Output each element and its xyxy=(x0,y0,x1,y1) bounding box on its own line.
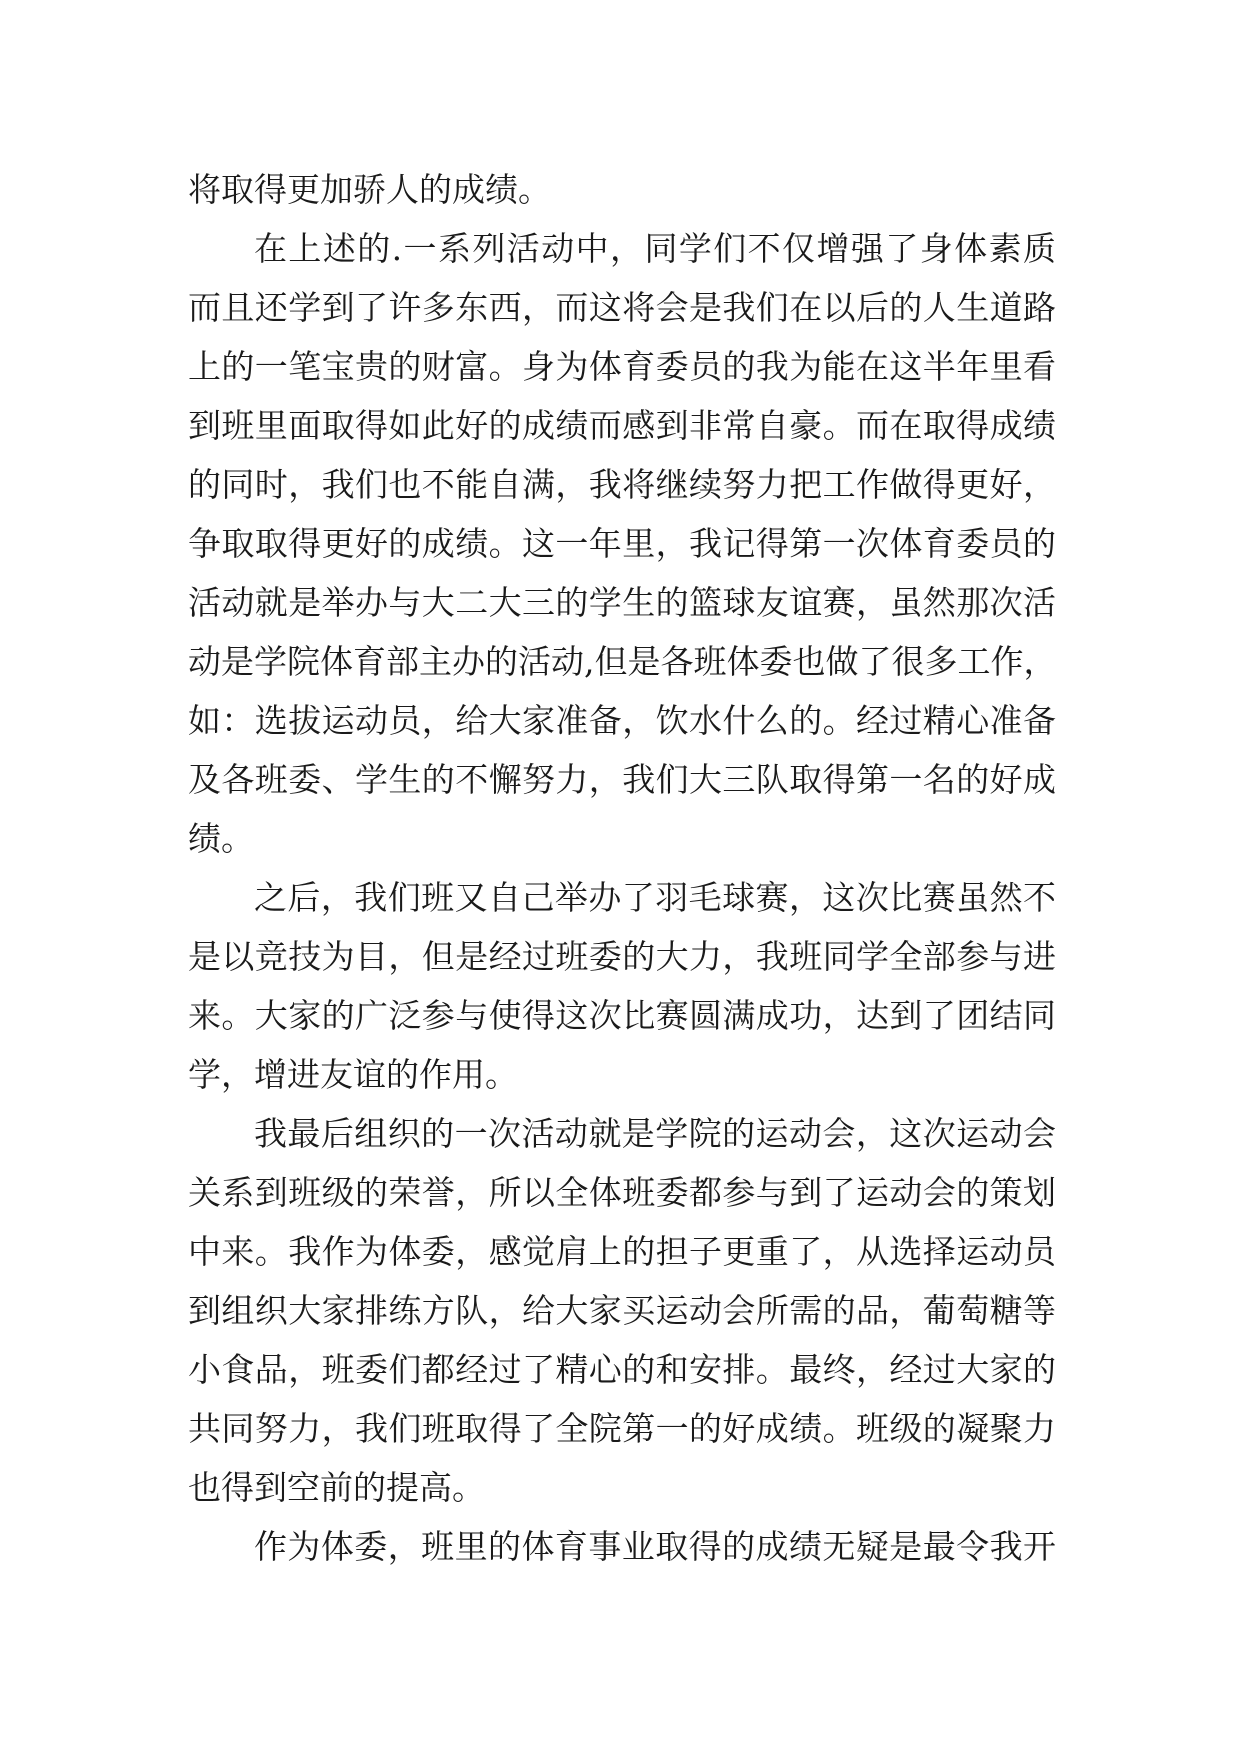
text-line: 绩。 xyxy=(188,819,254,858)
text-line: 将取得更加骄人的成绩。 xyxy=(188,170,551,209)
paragraph-first-line: 我最后组织的一次活动就是学院的运动会，这次运动会 xyxy=(254,1114,1056,1153)
text-line: 上的一笔宝贵的财富。身为体育委员的我为能在这半年里看 xyxy=(188,347,1056,386)
text-line: 中来。我作为体委，感觉肩上的担子更重了，从选择运动员 xyxy=(188,1232,1056,1271)
text-line: 也得到空前的提高。 xyxy=(188,1468,485,1507)
text-line: 到班里面取得如此好的成绩而感到非常自豪。而在取得成绩 xyxy=(188,406,1056,445)
text-line: 动是学院体育部主办的活动,但是各班体委也做了很多工作， xyxy=(188,642,1056,681)
text-line: 的同时，我们也不能自满，我将继续努力把工作做得更好， xyxy=(188,465,1056,504)
text-line: 活动就是举办与大二大三的学生的篮球友谊赛，虽然那次活 xyxy=(188,583,1056,622)
text-line: 是以竞技为目，但是经过班委的大力，我班同学全部参与进 xyxy=(188,937,1056,976)
text-line: 小食品，班委们都经过了精心的和安排。最终，经过大家的 xyxy=(188,1350,1056,1389)
paragraph-first-line: 作为体委，班里的体育事业取得的成绩无疑是最令我开 xyxy=(254,1527,1056,1566)
paragraph-first-line: 之后，我们班又自己举办了羽毛球赛，这次比赛虽然不 xyxy=(254,878,1056,917)
paragraph-first-line: 在上述的.一系列活动中，同学们不仅增强了身体素质 xyxy=(254,229,1056,268)
text-line: 而且还学到了许多东西，而这将会是我们在以后的人生道路 xyxy=(188,288,1056,327)
text-line: 到组织大家排练方队，给大家买运动会所需的品，葡萄糖等 xyxy=(188,1291,1056,1330)
text-line: 关系到班级的荣誉，所以全体班委都参与到了运动会的策划 xyxy=(188,1173,1056,1212)
text-line: 来。大家的广泛参与使得这次比赛圆满成功，达到了团结同 xyxy=(188,996,1056,1035)
text-line: 学，增进友谊的作用。 xyxy=(188,1055,518,1094)
text-line: 共同努力，我们班取得了全院第一的好成绩。班级的凝聚力 xyxy=(188,1409,1056,1448)
body-text xyxy=(188,160,1056,1576)
text-line: 及各班委、学生的不懈努力，我们大三队取得第一名的好成 xyxy=(188,760,1056,799)
text-line: 争取取得更好的成绩。这一年里，我记得第一次体育委员的 xyxy=(188,524,1056,563)
text-line: 如：选拔运动员，给大家准备，饮水什么的。经过精心准备 xyxy=(188,701,1056,740)
